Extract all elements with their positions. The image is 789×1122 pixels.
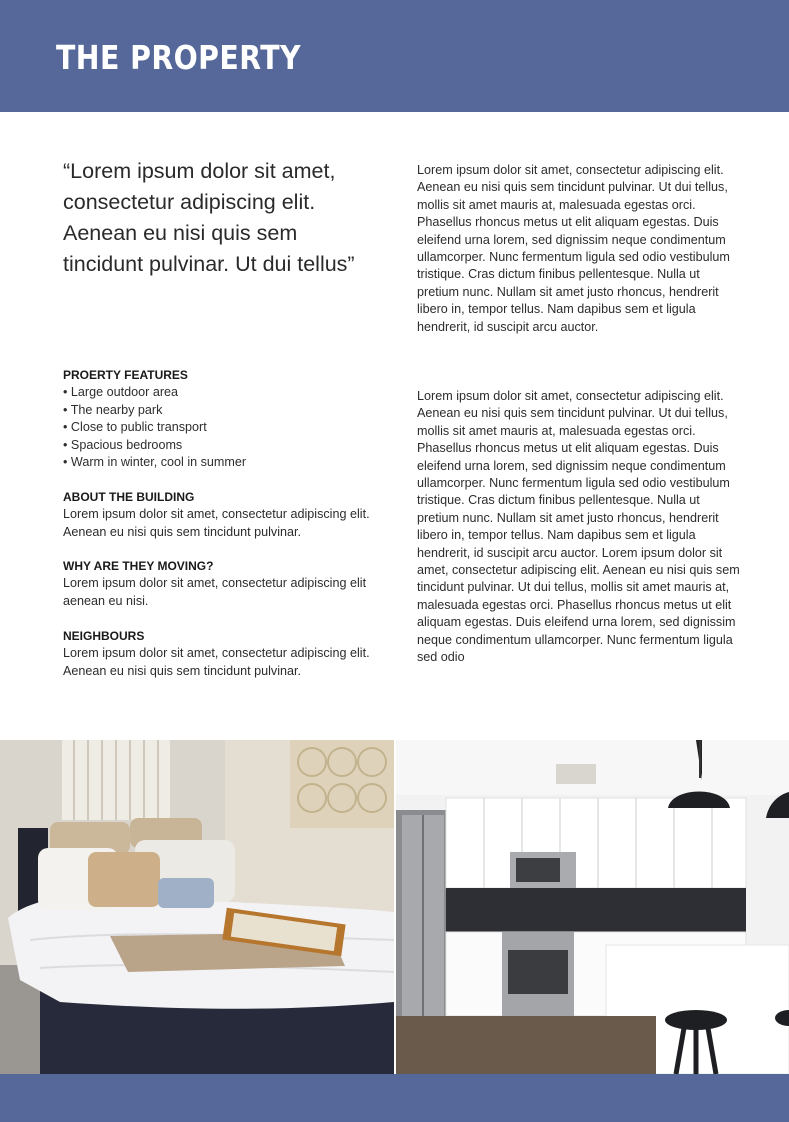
- neighbours-title: NEIGHBOURS: [63, 629, 145, 643]
- features-section: [63, 367, 373, 471]
- features-list: [63, 384, 373, 471]
- feature-item: • Large outdoor area: [63, 384, 373, 401]
- footer-banner: [0, 1074, 789, 1122]
- kitchen-photo: [396, 740, 789, 1074]
- feature-item: • Close to public transport: [63, 419, 373, 436]
- feature-item: • Warm in winter, cool in summer: [63, 454, 373, 471]
- feature-item: • Spacious bedrooms: [63, 437, 373, 454]
- building-body: Lorem ipsum dolor sit amet, consectetur adipiscing elit. Aenean eu nisi quis sem tincidunt pulvinar.: [63, 507, 370, 539]
- building-section: [63, 489, 373, 541]
- header-banner: [0, 0, 789, 112]
- moving-body: Lorem ipsum dolor sit amet, consectetur adipiscing elit aenean eu nisi.: [63, 576, 367, 608]
- bedroom-photo: [0, 740, 394, 1074]
- page-title: THE PROPERTY: [56, 38, 301, 77]
- neighbours-section: [63, 628, 373, 680]
- body-paragraph-2: Lorem ipsum dolor sit amet, consectetur adipiscing elit. Aenean eu nisi quis sem tincidunt pulvinar. Ut dui tellus, mollis sit amet mauris at, malesuada egestas orci. Phasellus rhoncus metus ut elit aliquam egestas. Duis eleifend urna lorem, sed dignissim neque condimentum ullamcorper. Nunc fermentum ligula sed odio vestibulum tristique. Cras dictum finibus pellentesque. Nulla ut pretium nunc. Nullam sit amet justo rhoncus, hendrerit libero in, tempor tellus. Nam dapibus sem et ligula hendrerit, id suscipit arcu auctor. Lorem ipsum dolor sit amet, consectetur adipiscing elit. Aenean eu nisi quis sem tincidunt pulvinar. Ut dui tellus, mollis sit amet mauris at, malesuada egestas orci. Phasellus rhoncus metus ut elit aliquam egestas. Duis eleifend urna lorem, sed dignissim neque condimentum ullamcorper. Nunc fermentum ligula sed odio: [417, 389, 740, 665]
- moving-title: WHY ARE THEY MOVING?: [63, 559, 214, 573]
- feature-item: • The nearby park: [63, 402, 373, 419]
- pull-quote: “Lorem ipsum dolor sit amet, consectetur adipiscing elit. Aenean eu nisi quis sem tincidunt pulvinar. Ut dui tellus”: [63, 159, 355, 276]
- features-title: PROERTY FEATURES: [63, 368, 188, 382]
- building-title: ABOUT THE BUILDING: [63, 490, 195, 504]
- neighbours-body: Lorem ipsum dolor sit amet, consectetur adipiscing elit. Aenean eu nisi quis sem tincidunt pulvinar.: [63, 646, 370, 678]
- moving-section: [63, 558, 373, 610]
- body-paragraph-1: Lorem ipsum dolor sit amet, consectetur adipiscing elit. Aenean eu nisi quis sem tincidunt pulvinar. Ut dui tellus, mollis sit amet mauris at, malesuada egestas orci. Phasellus rhoncus metus ut elit aliquam egestas. Duis eleifend urna lorem, sed dignissim neque condimentum ullamcorper. Nunc fermentum ligula sed odio vestibulum tristique. Cras dictum finibus pellentesque. Nulla ut pretium nunc. Nullam sit amet justo rhoncus, hendrerit libero in, tempor tellus. Nam dapibus sem et ligula hendrerit, id suscipit arcu auctor.: [417, 163, 730, 334]
